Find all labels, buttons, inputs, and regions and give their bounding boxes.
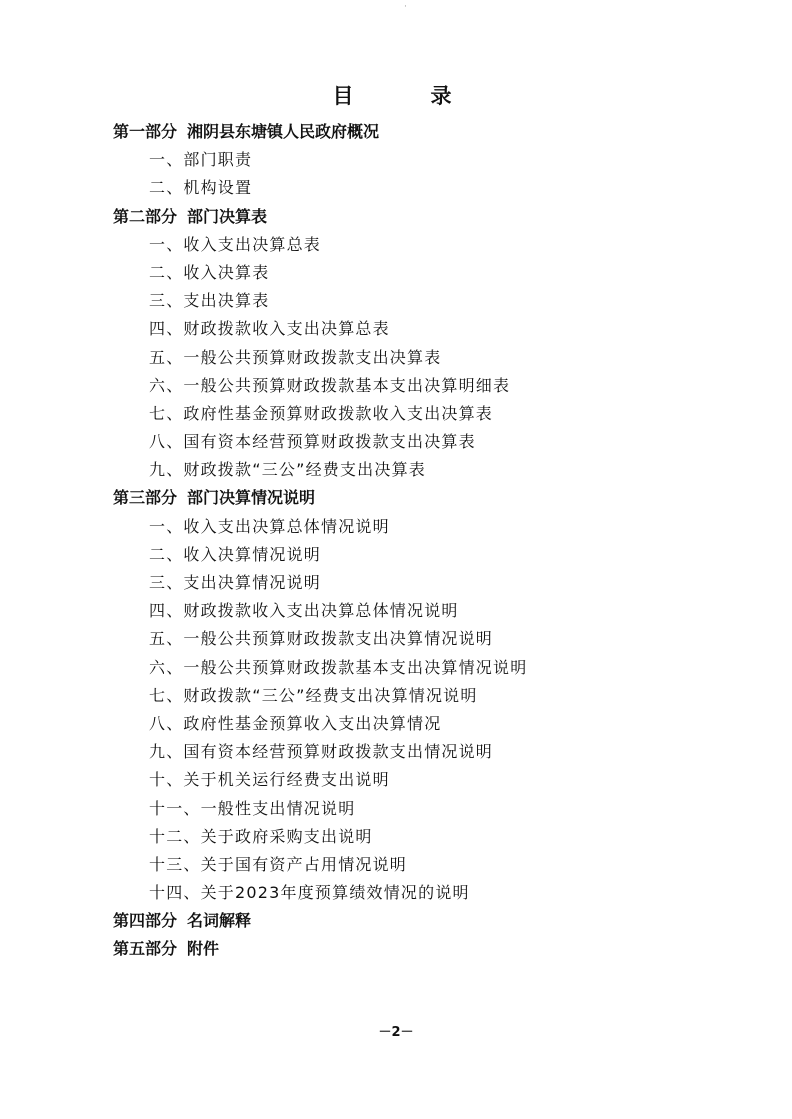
toc-item xyxy=(113,287,752,315)
toc-item xyxy=(113,766,752,794)
toc-part xyxy=(113,935,752,963)
toc-part xyxy=(113,203,752,231)
toc-item xyxy=(113,456,752,484)
toc-item-title: 六、一般公共预算财政拨款基本支出决算情况说明 xyxy=(149,657,528,677)
toc-item-title: 十二、关于政府采购支出说明 xyxy=(149,826,373,846)
toc-item xyxy=(113,344,752,372)
toc-part-title: 附件 xyxy=(187,939,220,959)
toc-part-title: 名词解释 xyxy=(187,911,252,931)
toc-part-title: 部门决算表 xyxy=(187,206,268,226)
toc-part-label: 第五部分 xyxy=(113,939,178,959)
toc-item-title: 八、国有资本经营预算财政拨款支出决算表 xyxy=(149,432,476,452)
toc-part xyxy=(113,118,752,146)
page-title: 目 录 xyxy=(332,84,480,108)
toc-item xyxy=(113,795,752,823)
table-of-contents xyxy=(113,118,752,964)
toc-item xyxy=(113,541,752,569)
scan-mark: · xyxy=(404,2,407,12)
toc-part xyxy=(113,484,752,512)
toc-item-title: 十四、关于2023年度预算绩效情况的说明 xyxy=(149,883,470,903)
toc-item xyxy=(113,259,752,287)
toc-item-title: 一、部门职责 xyxy=(149,150,253,170)
toc-item-title: 十、关于机关运行经费支出说明 xyxy=(149,770,390,790)
toc-item-title: 一、收入支出决算总体情况说明 xyxy=(149,516,390,536)
toc-part-label: 第二部分 xyxy=(113,206,178,226)
toc-item-title: 二、机构设置 xyxy=(149,178,253,198)
toc-item xyxy=(113,625,752,653)
toc-part-label: 第一部分 xyxy=(113,122,178,141)
toc-item-title: 十一、一般性支出情况说明 xyxy=(149,798,356,818)
toc-part-title: 部门决算情况说明 xyxy=(187,488,316,508)
toc-item-title: 五、一般公共预算财政拨款支出决算情况说明 xyxy=(149,629,494,649)
toc-item-title: 七、财政拨款“三公”经费支出决算情况说明 xyxy=(149,685,478,705)
toc-item-title: 五、一般公共预算财政拨款支出决算表 xyxy=(149,347,442,367)
toc-item xyxy=(113,597,752,625)
toc-item xyxy=(113,823,752,851)
toc-item xyxy=(113,428,752,456)
toc-item xyxy=(113,710,752,738)
toc-item xyxy=(113,231,752,259)
toc-part-title: 湘阴县东塘镇人民政府概况 xyxy=(187,122,380,141)
toc-item-title: 七、政府性基金预算财政拨款收入支出决算表 xyxy=(149,403,494,423)
toc-item-title: 二、收入决算情况说明 xyxy=(149,544,322,564)
toc-part-label: 第三部分 xyxy=(113,488,178,508)
toc-item xyxy=(113,569,752,597)
toc-item-title: 二、收入决算表 xyxy=(149,262,270,282)
toc-item xyxy=(113,738,752,766)
toc-item xyxy=(113,400,752,428)
toc-part xyxy=(113,907,752,935)
page-number: －2－ xyxy=(378,1025,414,1040)
toc-item-title: 九、国有资本经营预算财政拨款支出情况说明 xyxy=(149,742,494,762)
toc-item xyxy=(113,654,752,682)
toc-item xyxy=(113,372,752,400)
toc-item-title: 四、财政拨款收入支出决算总体情况说明 xyxy=(149,601,459,621)
toc-item xyxy=(113,682,752,710)
toc-item-title: 三、支出决算情况说明 xyxy=(149,573,322,592)
toc-item xyxy=(113,879,752,907)
toc-item-title: 一、收入支出决算总表 xyxy=(149,234,322,254)
toc-item-title: 八、政府性基金预算收入支出决算情况 xyxy=(149,713,442,733)
toc-item-title: 六、一般公共预算财政拨款基本支出决算明细表 xyxy=(149,375,511,395)
toc-item xyxy=(113,513,752,541)
toc-item xyxy=(113,315,752,343)
toc-item-title: 十三、关于国有资产占用情况说明 xyxy=(149,854,408,874)
toc-item xyxy=(113,851,752,879)
toc-item-title: 四、财政拨款收入支出决算总表 xyxy=(149,319,390,339)
toc-item xyxy=(113,146,752,174)
toc-part-label: 第四部分 xyxy=(113,911,178,931)
toc-item-title: 九、财政拨款“三公”经费支出决算表 xyxy=(149,460,426,480)
toc-item xyxy=(113,174,752,202)
toc-item-title: 三、支出决算表 xyxy=(149,291,270,311)
